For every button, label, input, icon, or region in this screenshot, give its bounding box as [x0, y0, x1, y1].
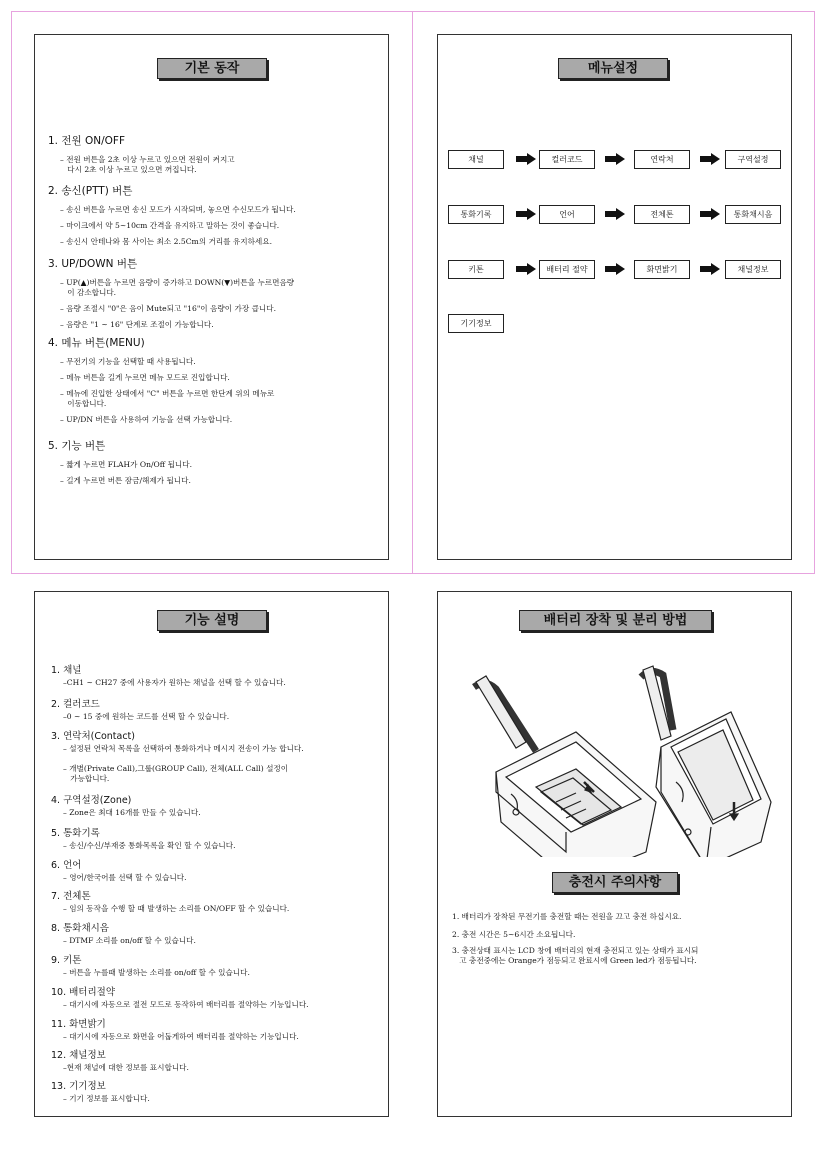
function-title: 9. 키톤	[51, 955, 82, 966]
bullet-text: – 음량은 "1 ~ 16" 단계로 조절이 가능합니다.	[60, 320, 214, 329]
menu-item: 통화채시음	[725, 205, 781, 224]
page-function-description	[34, 591, 389, 1117]
bullet-text: – 마이크에서 약 5~10cm 간격을 유지하고 말하는 것이 좋습니다.	[60, 221, 280, 230]
menu-item: 채널	[448, 150, 504, 169]
menu-item: 화면밝기	[634, 260, 690, 279]
bullet-text: – 송신 버튼을 누르면 송신 모드가 시작되며, 놓으면 수신모드가 됩니다.	[60, 205, 296, 214]
page-battery	[437, 591, 792, 1117]
function-title: 6. 언어	[51, 860, 82, 871]
function-title: 12. 채널정보	[51, 1050, 106, 1061]
function-title: 5. 통화기록	[51, 828, 100, 839]
menu-item: 연락처	[634, 150, 690, 169]
menu-item: 키톤	[448, 260, 504, 279]
function-desc: – Zone은 최대 16개를 만들 수 있습니다.	[63, 808, 201, 817]
section	[48, 256, 294, 336]
bullet-text: – 무전기의 기능을 선택할 때 사용됩니다.	[60, 357, 196, 366]
function-title: 3. 연락처(Contact)	[51, 731, 135, 742]
bullet-text: – UP(▲)버튼을 누르면 음량이 증가하고 DOWN(▼)버튼을 누르면음량 이 감소합니다.	[60, 278, 295, 297]
section-title: 2. 송신(PTT) 버튼	[48, 185, 133, 197]
menu-item: 언어	[539, 205, 595, 224]
function-item	[51, 1016, 299, 1042]
function-desc: –현재 채널에 대한 정보를 표시합니다.	[63, 1063, 189, 1072]
section	[48, 335, 274, 431]
page-title: 메뉴설정	[558, 58, 668, 79]
bullet-text: – 전원 버튼을 2초 이상 누르고 있으면 전원이 켜지고 다시 2초 이상 누르고 있으면 꺼집니다.	[60, 155, 235, 174]
bullet-text: – 짧게 누르면 FLAH가 On/Off 됩니다.	[60, 460, 193, 469]
function-desc: – 기기 정보를 표시합니다.	[63, 1094, 150, 1103]
function-desc: – DTMF 소리를 on/off 할 수 있습니다.	[63, 936, 196, 945]
page-title: 기본 동작	[157, 58, 267, 79]
arrow-right-icon	[700, 263, 720, 275]
arrow-right-icon	[700, 153, 720, 165]
bullet-text: – UP/DN 버튼을 사용하여 기능을 선택 가능합니다.	[60, 415, 233, 424]
function-desc: – 대기시에 자동으로 절전 모드로 동작하여 배터리를 절약하는 기능입니다.	[63, 1000, 309, 1009]
function-item	[51, 984, 309, 1010]
bullet-text: – 송신시 안테나와 몸 사이는 최소 2.5Cm의 거리를 유지하세요.	[60, 237, 272, 246]
function-item	[51, 857, 187, 883]
function-desc: –0 ~ 15 중에 원하는 코드를 선택 할 수 있습니다.	[63, 712, 230, 721]
function-item	[51, 792, 201, 818]
function-title: 7. 전체톤	[51, 891, 91, 902]
function-item	[51, 920, 196, 946]
function-title: 4. 구역설정(Zone)	[51, 795, 132, 806]
function-desc: –CH1 ~ CH27 중에 사용자가 원하는 채널을 선택 할 수 있습니다.	[63, 678, 286, 687]
charging-note: 3. 충전상태 표시는 LCD 창에 배터리의 현재 충전되고 있는 상태가 표시되 고 충전중에는 Orange가 점등되고 완료시에 Green led가 점등됩니다.	[452, 946, 699, 965]
function-item	[51, 825, 236, 851]
spread-divider	[412, 11, 413, 574]
page-title: 기능 설명	[157, 610, 267, 631]
page-title: 배터리 장착 및 분리 방법	[519, 610, 712, 631]
menu-item: 컬러코드	[539, 150, 595, 169]
bullet-text: – 메뉴 버튼을 길게 누르면 메뉴 모드로 진입합니다.	[60, 373, 230, 382]
section	[48, 133, 235, 181]
section-title: 1. 전원 ON/OFF	[48, 135, 125, 147]
function-desc: – 영어/한국어를 선택 할 수 있습니다.	[63, 873, 187, 882]
section-title: 3. UP/DOWN 버튼	[48, 258, 138, 270]
arrow-right-icon	[516, 263, 536, 275]
section	[48, 183, 296, 253]
charging-note: 1. 배터리가 장착된 무전기를 충전할 때는 전원을 끄고 충전 하십시요.	[452, 912, 682, 921]
bullet-text: – 길게 누르면 버튼 잠금/해제가 됩니다.	[60, 476, 191, 485]
page-basic-operation	[34, 34, 389, 560]
function-item	[51, 728, 304, 784]
charging-note: 2. 충전 시간은 5~6시간 소요됩니다.	[452, 930, 576, 939]
function-item	[51, 888, 289, 914]
function-title: 11. 화면밝기	[51, 1019, 106, 1030]
bullet-text: – 메뉴에 진입한 상태에서 "C" 버튼을 누르면 한단계 위의 메뉴로 이동합니다.	[60, 389, 275, 408]
function-desc: – 임의 동작을 수행 할 때 발생하는 소리를 ON/OFF 할 수 있습니다.	[63, 904, 290, 913]
arrow-right-icon	[516, 208, 536, 220]
menu-item: 구역설정	[725, 150, 781, 169]
function-title: 2. 컬러코드	[51, 699, 100, 710]
function-title: 8. 통화채시음	[51, 923, 109, 934]
function-item	[51, 952, 250, 978]
function-desc: – 버튼을 누를때 발생하는 소리를 on/off 할 수 있습니다.	[63, 968, 250, 977]
menu-item: 기기정보	[448, 314, 504, 333]
menu-item: 채널정보	[725, 260, 781, 279]
menu-item: 배터리 절약	[539, 260, 595, 279]
arrow-right-icon	[700, 208, 720, 220]
arrow-right-icon	[605, 153, 625, 165]
function-title: 1. 채널	[51, 665, 82, 676]
caution-title: 충전시 주의사항	[552, 872, 678, 893]
function-desc: – 송신/수신/부재중 통화목록을 확인 할 수 있습니다.	[63, 841, 236, 850]
function-item	[51, 1047, 189, 1073]
battery-installation-illustration	[466, 652, 776, 857]
function-item	[51, 696, 229, 722]
section-title: 5. 기능 버튼	[48, 440, 106, 452]
arrow-right-icon	[605, 208, 625, 220]
function-item	[51, 662, 286, 688]
function-title: 13. 기기정보	[51, 1081, 106, 1092]
menu-item: 통화기록	[448, 205, 504, 224]
page-menu-settings	[437, 34, 792, 560]
function-item	[51, 1078, 150, 1104]
section-title: 4. 메뉴 버튼(MENU)	[48, 337, 145, 349]
arrow-right-icon	[605, 263, 625, 275]
function-desc: – 대기시에 자동으로 화면을 어둡게하여 배터리를 절약하는 기능입니다.	[63, 1032, 299, 1041]
section	[48, 438, 192, 492]
arrow-right-icon	[516, 153, 536, 165]
bullet-text: – 음량 조절시 "0"은 음이 Mute되고 "16"이 음량이 가장 큽니다.	[60, 304, 276, 313]
function-title: 10. 배터리절약	[51, 987, 116, 998]
menu-item: 전체톤	[634, 205, 690, 224]
function-desc: – 설정된 연락처 목록을 선택하여 통화하거나 메시지 전송이 가능 합니다. – 개별(Private Call),그룹(GROUP Call), 전체(ALL Call) 설정이 가능합니다.	[63, 744, 304, 783]
